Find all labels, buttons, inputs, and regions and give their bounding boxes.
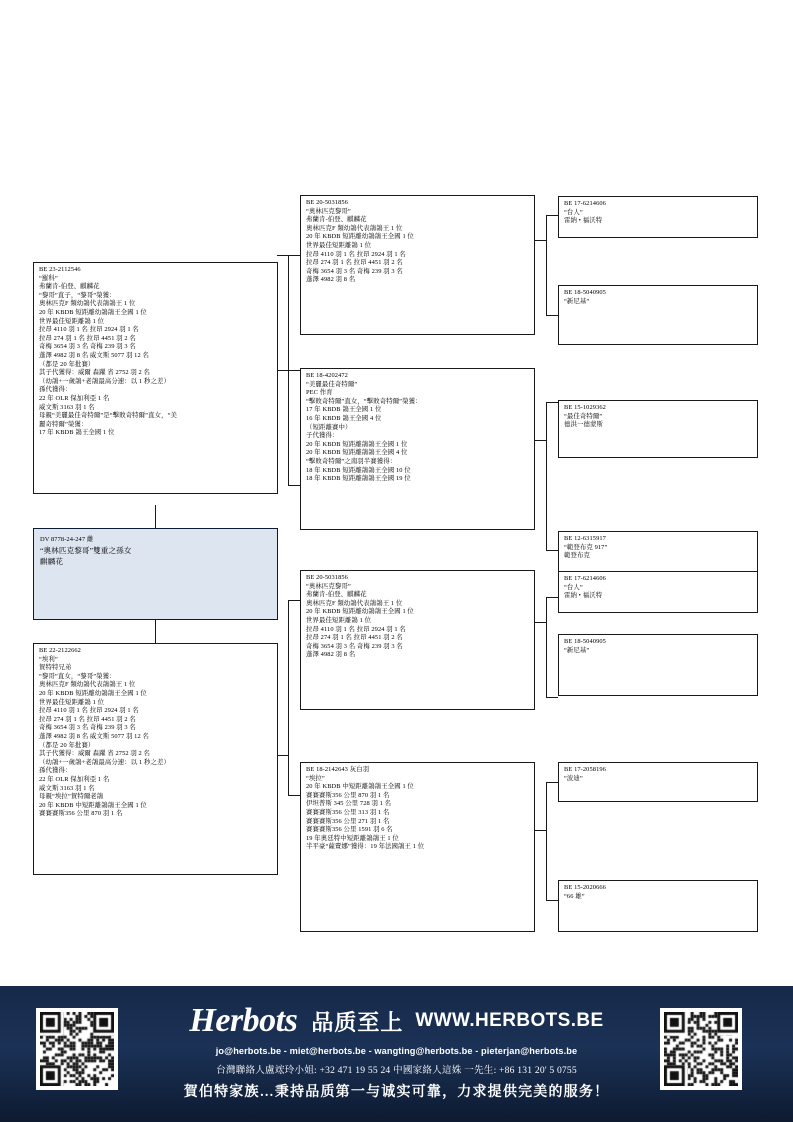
ggp-line: “波迪”	[564, 774, 583, 782]
dam-line: 世界最佳短距離鴿 1 位	[39, 698, 105, 706]
grandparent-line: 世界最佳短距離鴿 1 位	[306, 241, 372, 249]
ggp-line: “範登布克 917”	[564, 543, 608, 551]
sire-line: 母親“美麗最佳奇特爾”是“擊敗奇特爾”直女，“美	[39, 412, 178, 420]
dam-line: 奇梅 3654 羽 3 名 奇梅 239 羽 3 名	[39, 724, 136, 732]
sire-line: “羅科”	[39, 274, 58, 282]
grandparent-box-1	[300, 195, 535, 335]
grandparent-line: 奧林匹克F 類幼鴿代表鴿鴿王 1 位	[306, 224, 403, 232]
connector	[535, 830, 546, 831]
dam-line: 其子代獲得：威爾 森躍 省 2752 羽 2 名	[39, 750, 151, 758]
dam-ring: BE 22-2122662	[39, 647, 81, 654]
great-grandparent-box-7	[558, 762, 758, 802]
dam-line: （都是 20 年批賽）	[39, 741, 95, 749]
great-grandparent-box-6	[558, 634, 758, 696]
sire-line: 孫代獲得：	[39, 386, 72, 394]
contact-phones: 台灣聯絡人盧竤玲小姐: +32 471 19 55 24 中國家絡人這姝 一先生: +86 131 20' 5 0755	[216, 1065, 577, 1076]
great-grandparent-box-5	[558, 571, 758, 613]
grandparent-line: 賽賽賽斯356 公里 1591 羽 6 名	[306, 826, 393, 834]
website-url[interactable]: WWW.HERBOTS.BE	[415, 1010, 604, 1031]
grandparent-line: 弗蘭肯-伯登、麒麟花	[306, 591, 367, 599]
dam-line: 威文斯 3163 羽 1 名	[39, 784, 95, 792]
connector	[546, 782, 558, 783]
connector	[546, 782, 547, 900]
ggp-line: “新尼基”	[564, 646, 590, 654]
sire-line: （幼鴿+一歲鴿+老鴿最高分速：以 1 秒之差）	[39, 377, 170, 385]
connector	[546, 597, 558, 598]
subject-line: “奧林匹克黎哥”雙重之孫女	[40, 546, 132, 555]
ggp-line: “台人”	[564, 208, 583, 216]
grandparent-line: 拉昂 4110 羽 1 名 拉昂 2924 羽 1 名	[306, 625, 406, 633]
grandparent-line: 拉昂 274 羽 1 名 拉昂 4451 羽 2 名	[306, 634, 403, 642]
grandparent-ring: BE 18-4202472	[306, 372, 348, 379]
connector	[546, 550, 558, 551]
connector	[288, 255, 289, 485]
ggp-line: “66 雄”	[564, 892, 585, 900]
connector	[535, 240, 546, 241]
ggp-ring: BE 17-6214606	[564, 200, 606, 207]
ggp-ring: BE 12-6315917	[564, 535, 606, 542]
grandparent-line: 20 年 KBDB 中短距離鴿鴿王全國 1 位	[306, 783, 414, 791]
dam-line: 孫代獲得：	[39, 767, 72, 775]
grandparent-line: 弗蘭肯-伯登、麒麟花	[306, 216, 367, 224]
ggp-line: “最佳奇特爾”	[564, 412, 603, 420]
subject-ring: DV 8778-24-247 雌	[40, 536, 94, 543]
grandparent-line: 20 年 KBDB 短距離鴿鴿王全國 1 位	[306, 440, 408, 448]
grandparent-line: 伊坦普斯 345 公里 728 羽 1 名	[306, 800, 392, 808]
ggp-line: “台人”	[564, 583, 583, 591]
brand-wordmark: Herbots	[189, 1002, 298, 1039]
ggp-ring: BE 17-2058196	[564, 766, 606, 773]
grandparent-line: 蓬澤 4982 羽 8 名	[306, 276, 356, 284]
connector	[546, 900, 558, 901]
sire-line: 拉昂 4110 羽 1 名 拉昂 2924 羽 1 名	[39, 326, 139, 334]
sire-line: 20 年 KBDB 短距離幼鴿鴿王全國 1 位	[39, 308, 147, 316]
grandparent-line: 20 年 KBDB 短距離幼鴿鴿王全國 1 位	[306, 233, 414, 241]
sire-line: 麗奇特爾”榮獲：	[39, 420, 88, 428]
sire-line: 世界最佳短距離鴿 1 位	[39, 317, 105, 325]
connector	[535, 440, 546, 441]
sire-line: 威文斯 3163 羽 1 名	[39, 403, 95, 411]
sire-ring: BE 23-2112546	[39, 266, 81, 273]
grandparent-ring: BE 20-5031856	[306, 574, 348, 581]
great-grandparent-box-1	[558, 196, 758, 238]
grandparent-line: 拉昂 274 羽 1 名 拉昂 4451 羽 2 名	[306, 259, 403, 267]
grandparent-line: 賽賽賽斯356 公里 313 羽 1 名	[306, 808, 390, 816]
brand-tagline-cn: 品质至上	[311, 1009, 404, 1035]
dam-line: “黎哥”直女，“黎哥”榮獲：	[39, 672, 116, 680]
grandparent-ring: BE 18-2142643 灰白羽	[306, 766, 370, 773]
grandparent-line: 奧林匹克F 類幼鴿代表鴿鴿王 1 位	[306, 599, 403, 607]
grandparent-box-4	[300, 762, 535, 932]
dam-line: “埃利”	[39, 655, 58, 663]
ggp-ring: BE 15-2020666	[564, 884, 606, 891]
dam-line: 蓬澤 4982 羽 8 名 威文斯 5077 羽 12 名	[39, 732, 149, 740]
connector	[546, 402, 547, 550]
grandparent-line: “奧林匹克黎哥”	[306, 582, 351, 590]
sire-line: 奇梅 3654 羽 3 名 奇梅 239 羽 3 名	[39, 343, 136, 351]
ggp-line: 德洪一德蒙斯	[564, 421, 603, 429]
connector	[288, 600, 300, 601]
ggp-line: 範登布克	[564, 552, 590, 560]
sire-line: 17 年 KBDB 鴿王全國 1 位	[39, 429, 115, 437]
great-grandparent-box-2	[558, 285, 758, 345]
sire-line: 22 年 OLR 保加利亞 1 名	[39, 394, 110, 402]
dam-line: 賽賽賽斯356 公里 870 羽 1 名	[39, 810, 123, 818]
ggp-ring: BE 18-5040905	[564, 289, 606, 296]
sire-line: “黎哥”直子，“黎哥”榮獲：	[39, 291, 116, 299]
grandparent-line: 奇梅 3654 羽 3 名 奇梅 239 羽 3 名	[306, 267, 403, 275]
grandparent-line: “奧林匹克黎哥”	[306, 207, 351, 215]
connector	[155, 620, 156, 643]
grandparent-line: 20 年 KBDB 短距離幼鴿鴿王全國 1 位	[306, 608, 414, 616]
grandparent-ring: BE 20-5031856	[306, 199, 348, 206]
great-grandparent-box-8	[558, 880, 758, 932]
footer-banner	[0, 986, 793, 1122]
dam-line: 22 年 OLR 保加利亞 1 名	[39, 775, 110, 783]
grandparent-line: 奇梅 3654 羽 3 名 奇梅 239 羽 3 名	[306, 642, 403, 650]
grandparent-line: 18 年 KBDB 短距離鴿鴿王全國 10 位	[306, 466, 411, 474]
ggp-ring: BE 15-1029362	[564, 404, 606, 411]
sire-line: 拉昂 274 羽 1 名 拉昂 4451 羽 2 名	[39, 334, 136, 342]
ggp-line: 雷納 • 福沃特	[564, 217, 603, 225]
grandparent-line: 20 年 KBDB 短距離鴿鴿王全國 4 位	[306, 449, 408, 457]
great-grandparent-box-3	[558, 400, 758, 458]
brand-row	[0, 1002, 793, 1040]
connector	[546, 697, 558, 698]
grandparent-line: （短距離賽中）	[306, 423, 352, 431]
grandparent-line: “擊敗奇特爾”之南羽半賽獲得：	[306, 457, 397, 465]
connector	[288, 485, 300, 486]
dam-line: 母親“埃拉”賀特爾老鴿	[39, 793, 104, 801]
grandparent-line: 19 年奧廷特中短距離鴿鴿王 1 位	[306, 834, 399, 842]
subject-box	[33, 528, 278, 620]
grandparent-line: 17 年 KBDB 鴿王全國 1 位	[306, 406, 382, 414]
subject-line: 麒麟花	[40, 557, 64, 566]
dam-line: 賀特特兄弟	[39, 664, 72, 672]
sire-line: 弗蘭肯-伯登、麒麟花	[39, 283, 100, 291]
grandparent-line: 半平豪“薩賣娜”獲得：19 年法國鴿王 1 位	[306, 843, 425, 851]
connector	[535, 622, 546, 623]
grandparent-line: 子代獲得：	[306, 432, 339, 440]
connector	[288, 600, 289, 795]
ggp-ring: BE 17-6214606	[564, 575, 606, 582]
sire-line: 奧林匹克F 類幼鴿代表鴿鴿王 1 位	[39, 300, 136, 308]
connector	[277, 255, 288, 256]
sire-line: 其子代獲得：威爾 森躍 省 2752 羽 2 名	[39, 369, 151, 377]
ggp-line: “新尼基”	[564, 297, 590, 305]
dam-line: 20 年 KBDB 短距離幼鴿鴿王全國 1 位	[39, 689, 147, 697]
dam-line: 拉昂 274 羽 1 名 拉昂 4451 羽 2 名	[39, 715, 136, 723]
dam-box	[33, 643, 278, 875]
dam-line: （幼鴿+一歲鴿+老鴿最高分速：以 1 秒之差）	[39, 758, 170, 766]
grandparent-line: 16 年 KBDB 鴿王全國 4 位	[306, 414, 382, 422]
grandparent-line: 18 年 KBDB 短距離鴿鴿王全國 19 位	[306, 475, 411, 483]
grandparent-line: 賽賽賽斯356 公里 271 羽 1 名	[306, 817, 390, 825]
connector	[546, 315, 558, 316]
connector	[288, 795, 300, 796]
grandparent-line: 拉昂 4110 羽 1 名 拉昂 2924 羽 1 名	[306, 250, 406, 258]
sire-line: 蓬澤 4982 羽 8 名 威文斯 5077 羽 12 名	[39, 351, 149, 359]
grandparent-line: 賽賽賽斯356 公里 870 羽 1 名	[306, 791, 390, 799]
connector	[546, 215, 547, 315]
connector	[155, 505, 156, 528]
connector	[546, 402, 558, 403]
grandparent-line: 世界最佳短距離鴿 1 位	[306, 616, 372, 624]
grandparent-line: “埃拉”	[306, 774, 325, 782]
grandparent-line: PEC 作育	[306, 389, 333, 397]
ggp-ring: BE 18-5040905	[564, 638, 606, 645]
footer-slogan: 賀伯特家族…秉持品质第一与诚实可靠，力求提供完美的服务！	[183, 1085, 610, 1100]
grandparent-line: 蓬澤 4982 羽 8 名	[306, 651, 356, 659]
grandparent-box-2	[300, 368, 535, 530]
connector	[277, 755, 288, 756]
connector	[546, 215, 558, 216]
dam-line: 拉昂 4110 羽 1 名 拉昂 2924 羽 1 名	[39, 707, 139, 715]
ggp-line: 雷納 • 福沃特	[564, 592, 603, 600]
sire-box	[33, 262, 278, 494]
dam-line: 奧林匹克F 類幼鴿代表鴿鴿王 1 位	[39, 681, 136, 689]
connector	[288, 255, 300, 256]
grandparent-box-3	[300, 570, 535, 710]
dam-line: 20 年 KBDB 中短距離鴿鴿王全國 1 位	[39, 801, 147, 809]
grandparent-line: “美麗最佳奇特爾”	[306, 380, 358, 388]
connector	[546, 597, 547, 697]
contact-emails[interactable]: jo@herbots.be - miet@herbots.be - wangting@herbots.be - pieterjan@herbots.be	[215, 1046, 578, 1056]
grandparent-line: “擊敗奇特爾”直女，“擊敗奇特爾”榮獲：	[306, 397, 422, 405]
sire-line: （都是 20 年批賽）	[39, 360, 95, 368]
